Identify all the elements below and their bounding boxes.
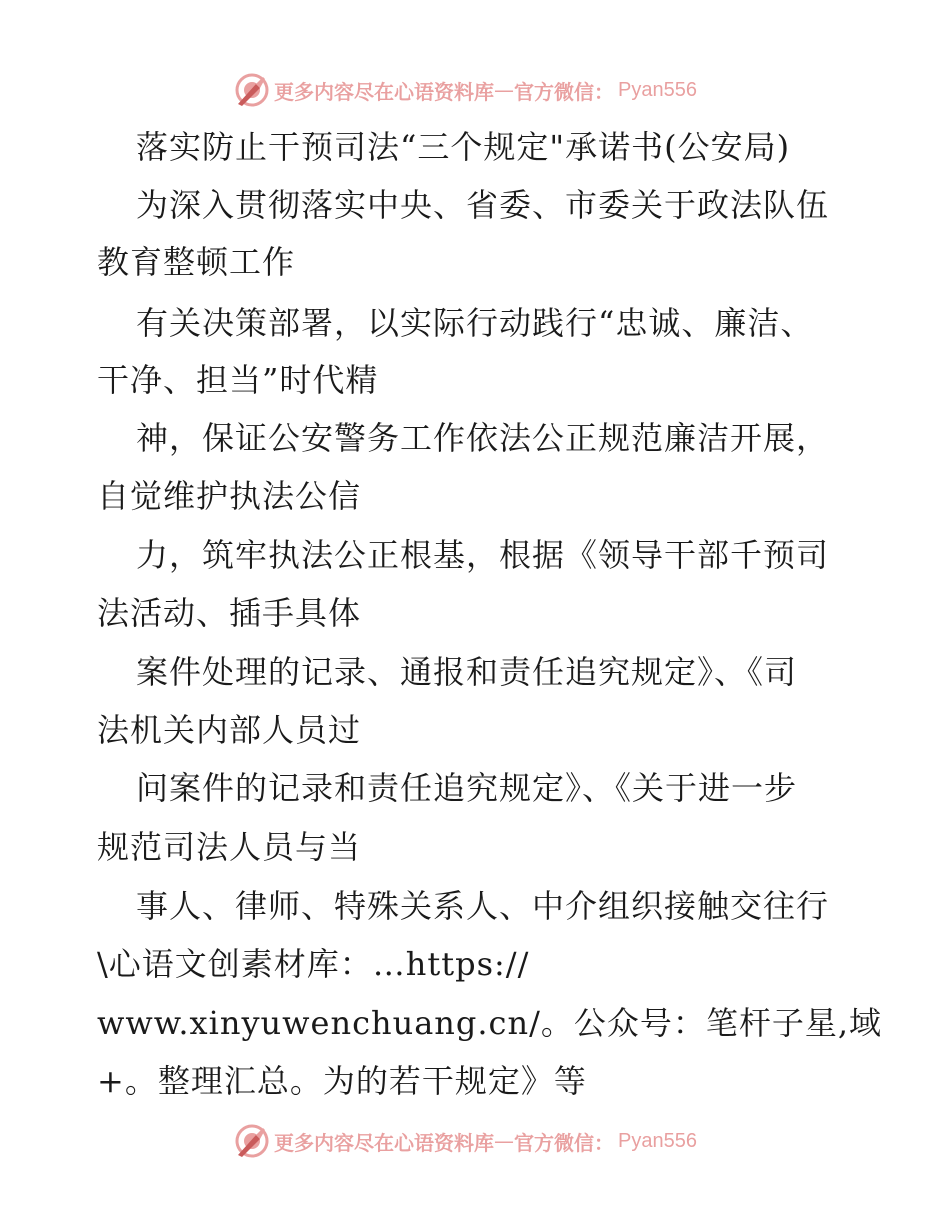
paragraph-line: 神，保证公安警务工作依法公正规范廉洁开展， bbox=[136, 419, 830, 457]
watermark-separator: — bbox=[494, 78, 514, 102]
document-title: 落实防止干预司法“三个规定"承诺书(公安局) bbox=[136, 128, 791, 166]
paragraph-line: 问案件的记录和责任追究规定》、《关于进一步 bbox=[136, 769, 798, 807]
paragraph-line: +。整理汇总。为的若干规定》等 bbox=[97, 1062, 587, 1100]
footer-watermark bbox=[234, 1123, 697, 1159]
watermark-brand: 更多内容尽在心语资料库 bbox=[274, 79, 494, 104]
paragraph-line: 自觉维护执法公信 bbox=[97, 477, 362, 515]
pen-logo-icon bbox=[234, 1123, 270, 1159]
paragraph-line: 事人、律师、特殊关系人、中介组织接触交往行 bbox=[136, 887, 830, 925]
paragraph-line: 法活动、插手具体 bbox=[97, 594, 362, 632]
paragraph-line: 法机关内部人员过 bbox=[97, 711, 362, 749]
paragraph-line: 规范司法人员与当 bbox=[97, 828, 362, 866]
watermark-separator: — bbox=[494, 1129, 514, 1153]
paragraph-line: 干净、担当”时代精 bbox=[97, 361, 379, 399]
paragraph-line: 力，筑牢执法公正根基，根据《领导干部千预司 bbox=[136, 536, 830, 574]
watermark-wechat-id: Pyan556 bbox=[618, 78, 697, 101]
paragraph-line: www.xinyuwenchuang.cn/。公众号：笔杆子星,域 bbox=[97, 1004, 883, 1042]
watermark-wechat-id: Pyan556 bbox=[618, 1129, 697, 1152]
paragraph-line: 教育整顿工作 bbox=[97, 243, 296, 281]
watermark-label: 官方微信： bbox=[514, 79, 614, 104]
paragraph-line: 有关决策部署，以实际行动践行“忠诚、廉洁、 bbox=[136, 304, 814, 342]
pen-logo-icon bbox=[234, 72, 270, 108]
watermark-brand: 更多内容尽在心语资料库 bbox=[274, 1130, 494, 1155]
header-watermark bbox=[234, 72, 697, 108]
paragraph-line: 为深入贯彻落实中央、省委、市委关于政法队伍 bbox=[136, 186, 830, 224]
paragraph-line: 案件处理的记录、通报和责任追究规定》、《司 bbox=[136, 653, 798, 691]
paragraph-line: \心语文创素材库：…https:// bbox=[97, 945, 530, 983]
watermark-label: 官方微信： bbox=[514, 1130, 614, 1155]
